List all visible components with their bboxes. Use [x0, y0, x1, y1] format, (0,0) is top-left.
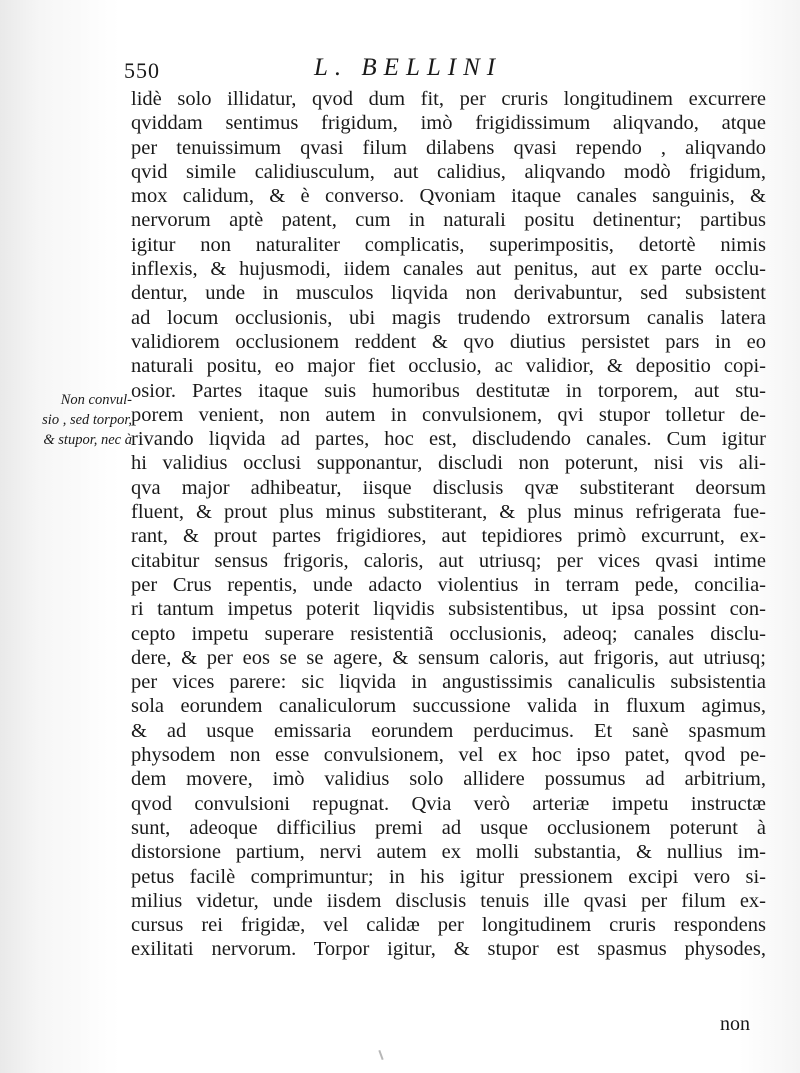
text-line: igitur non naturaliter complicatis, superimpositis, detortè nimis: [131, 233, 766, 256]
body-text: [131, 87, 766, 962]
text-line: qva major adhibeatur, iisque disclusis qvæ substiterant deorsum: [131, 476, 766, 499]
text-line: qviddam sentimus frigidum, imò frigidissimum aliqvando, atque: [131, 112, 766, 135]
text-line: ri tantum impetus poterit liqvidis subsistentibus, ut ipsa possint con-: [131, 598, 766, 621]
marginal-note-line: & stupor, nec à: [43, 432, 132, 448]
text-line: per Crus repentis, unde adacto violentius in terram pede, concilia-: [131, 573, 766, 596]
ink-mark: [378, 1050, 383, 1060]
text-line: & ad usque emissaria eorundem perducimus. Et sanè spasmum: [131, 719, 766, 742]
catchword: non: [720, 1013, 750, 1035]
running-title: L. BELLINI: [314, 54, 503, 81]
marginal-note: [14, 390, 132, 450]
text-line: rivando liqvida ad partes, hoc est, discludendo canales. Cum igitur: [131, 428, 766, 451]
text-line: nervorum aptè patent, cum in naturali positu detinentur; partibus: [131, 209, 766, 232]
text-line: physodem non esse convulsionem, vel ex hoc ipso patet, qvod pe-: [131, 744, 766, 767]
text-line: qvod convulsioni repugnat. Qvia verò arteriæ impetu instructæ: [131, 792, 766, 815]
text-line: petus facilè comprimuntur; in his igitur pressionem excipi vero si-: [131, 865, 766, 888]
text-line: validiorem occlusionem reddent & qvo diutius persistet pars in eo: [131, 330, 766, 353]
marginal-note-line: sio , sed torpor,: [42, 412, 132, 428]
text-line: sunt, adeoque difficilius premi ad usque occlusionem poterunt à: [131, 816, 766, 839]
text-line: inflexis, & hujusmodi, iidem canales aut penitus, aut ex parte occlu-: [131, 258, 766, 281]
text-line: porem venient, non autem in convulsionem, qvi stupor tolletur de-: [131, 403, 766, 426]
text-line: dem movere, imò validius solo allidere possumus ad arbitrium,: [131, 768, 766, 791]
text-line: per tenuissimum qvasi filum dilabens qvasi rependo , aliqvando: [131, 136, 766, 159]
text-line: exilitati nervorum. Torpor igitur, & stupor est spasmus physodes,: [131, 938, 766, 961]
text-line: mox calidum, & è converso. Qvoniam itaque canales sanguinis, &: [131, 185, 766, 208]
text-line: fluent, & prout plus minus substiterant, & plus minus refrigerata fue-: [131, 501, 766, 524]
running-head: [124, 52, 544, 88]
text-line: per vices parere: sic liqvida in angustissimis canaliculis subsistentia: [131, 671, 766, 694]
text-line: milius videtur, unde iisdem disclusis tenuis ille qvasi per filum ex-: [131, 889, 766, 912]
text-line: hi validius occlusi supponantur, discludi non poterunt, nisi vis ali-: [131, 452, 766, 475]
text-line: lidè solo illidatur, qvod dum fit, per cruris longitudinem excurrere: [131, 88, 766, 110]
marginal-note-line: Non convul-: [60, 392, 132, 408]
text-line: ad locum occlusionis, ubi magis trudendo extrorsum canalis latera: [131, 306, 766, 329]
page-number: 550: [124, 58, 160, 83]
text-line: citabitur sensus frigoris, caloris, aut utriusq; per vices qvasi intime: [131, 549, 766, 572]
text-line: sola eorundem canaliculorum succussione valida in fluxum agimus,: [131, 695, 766, 718]
text-line: dere, & per eos se se agere, & sensum caloris, aut frigoris, aut utriusq;: [131, 646, 766, 669]
text-line: osior. Partes itaque suis humoribus destitutæ in torporem, aut stu-: [131, 379, 766, 402]
text-line: cepto impetu superare resistentiã occlusionis, adeoq; canales disclu-: [131, 622, 766, 645]
text-line: qvid simile calidiusculum, aut calidius, aliqvando modò frigidum,: [131, 160, 766, 183]
text-line: distorsione partium, nervi autem ex molli substantia, & nullius im-: [131, 841, 766, 864]
text-line: naturali positu, eo major fiet occlusio, ac validior, & depositio copi-: [131, 355, 766, 378]
text-line: cursus rei frigidæ, vel calidæ per longitudinem cruris respondens: [131, 914, 766, 937]
text-line: dentur, unde in musculos liqvida non derivabuntur, sed subsistent: [131, 282, 766, 305]
text-line: rant, & prout partes frigidiores, aut tepidiores primò excurrunt, ex-: [131, 525, 766, 548]
